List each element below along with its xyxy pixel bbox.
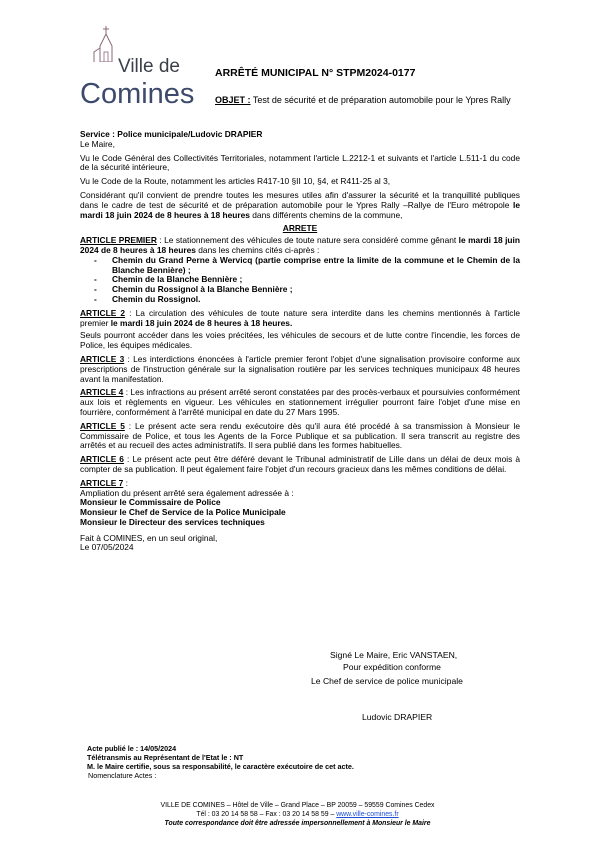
article-3-label: ARTICLE 3: [80, 353, 125, 364]
fait-line: Fait à COMINES, en un seul original,: [80, 532, 218, 543]
article-4: [80, 388, 520, 417]
arrete-heading: ARRETE: [282, 223, 318, 234]
list-item: - Chemin du Grand Perne à Wervicq (partie comprise entre la limite de la commune et le Chemin de la Blanche Bennière) ;: [80, 256, 520, 276]
article-2-label: ARTICLE 2: [80, 307, 126, 318]
signe-line: Signé Le Maire, Eric VANSTAEN,: [330, 650, 458, 660]
decree-body: [80, 130, 520, 553]
list-item: - Chemin de la Blanche Bennière ;: [80, 275, 520, 285]
article-2-text: : La circulation des véhicules de toute nature sera interdite dans les chemins mentionnés à l'article premier: [80, 307, 520, 328]
objet-label: OBJET :: [215, 95, 251, 105]
considerant-text: Considérant qu'il convient de prendre toutes les mesures utiles afin d'assurer la sécurité et la tranquillité publiques dans le cadre de test de sécurité et de préparation automobile pour le Ypres Rally –Rallye de l'Euro métropole: [80, 189, 520, 210]
article-4-label: ARTICLE 4: [80, 387, 124, 398]
ampliation-intro: Ampliation du présent arrêté sera également adressée à :: [80, 487, 294, 498]
footer-notice: Toute correspondance doit être adressée impersonnellement à Monsieur le Maire: [164, 820, 431, 828]
date-line: Le 07/05/2024: [80, 542, 134, 553]
article-5-label: ARTICLE 5: [80, 420, 125, 431]
article-7-text: :: [123, 477, 128, 488]
nomenclature-line: Nomenclature Actes :: [88, 771, 157, 780]
logo-ville-text: Ville de: [118, 56, 180, 77]
list-item: - Chemin du Rossignol à la Blanche Bennière ;: [80, 285, 520, 295]
footer-contact: [60, 810, 535, 819]
article-1-label: ARTICLE PREMIER: [80, 235, 157, 246]
page-footer: [60, 801, 535, 829]
publie-line: Acte publié le : 14/05/2024: [87, 744, 177, 753]
objet-line: [215, 95, 515, 107]
considerant-paragraph: [80, 191, 520, 220]
article-1: [80, 236, 520, 256]
vu-code-collectivites: Vu le Code Général des Collectivités Territoriales, notamment l'article L.2212-1 et suivants et l'article L.511-1 du code de la sécurité intérieure,: [80, 152, 520, 173]
chef-service-line: Le Chef de service de police municipale: [311, 676, 463, 686]
vu-code-route: Vu le Code de la Route, notamment les articles R417-10 §II 10, §4, et R411-25 al 3,: [80, 176, 391, 187]
maire-line: Le Maire,: [80, 138, 115, 149]
article-3-text: : Les interdictions énoncées à l'article premier feront l'objet d'une signalisation provisoire conforme aux prescriptions de l'instruction générale sur la signalisation routière par les services techniques municipaux 48 heures avant la manifestation.: [80, 353, 520, 384]
article-5-text: : Le présent acte sera rendu exécutoire dès qu'il aura été procédé à sa transmission à Monsieur le Commissaire de Police, et tous les Agents de la Force Publique et sa publication. Il sera transcrit au registre des arrêtés et au recueil des actes administratifs. Il sera publié dans les formes habituelles.: [80, 420, 520, 451]
page-title: ARRÊTÉ MUNICIPAL N° STPM2024-0177: [215, 67, 416, 79]
article-6-text: : Le présent acte peut être déféré devant le Tribunal administratif de Lille dans un délai de deux mois à compter de sa publication. Il peut également faire l'objet d'un recours gracieux dans les mêmes conditions de délai.: [80, 454, 520, 474]
certifie-line: M. le Maire certifie, sous sa responsabilité, le caractère exécutoire de cet acte.: [87, 762, 354, 771]
article-4-text: : Les infractions au présent arrêté seront constatées par des procès-verbaux et poursuivies conformément aux lois et règlements en vigueur. Les véhicules en stationnement irrégulier pourront faire l'objet d'une mise en fourrière, conformément à l'arrêté municipal en date du 27 Mars 1995.: [80, 387, 520, 417]
article-1-text: : Le stationnement des véhicules de toute nature sera considéré comme gênant: [156, 235, 459, 246]
article-5: [80, 422, 520, 451]
pour-expedition-line: Pour expédition conforme: [343, 662, 441, 672]
chemins-list: [80, 256, 520, 305]
signatory-name: Ludovic DRAPIER: [362, 712, 433, 722]
website-link[interactable]: www.ville-comines.fr: [336, 811, 399, 819]
considerant-date: le mardi 18 juin 2024 de 8 heures à 18 heures: [80, 199, 520, 220]
article-6-label: ARTICLE 6: [80, 454, 124, 465]
considerant-end: dans différents chemins de la commune,: [249, 209, 403, 220]
publication-metadata: [87, 744, 354, 780]
footer-tel: Tél : 03 20 14 58 58 – Fax : 03 20 14 58 59 –: [196, 811, 337, 819]
footer-address: VILLE DE COMINES – Hôtel de Ville – Grand Place – BP 20059 – 59559 Comines Cedex: [160, 802, 435, 809]
article-2-date: le mardi 18 juin 2024 de 8 heures à 18 heures.: [110, 317, 293, 328]
article-7-label: ARTICLE 7: [80, 477, 124, 488]
article-1-date: le mardi 18 juin 2024 de 8 heures à 18 heures: [80, 235, 520, 255]
article-1-end: dans les chemins cités ci-après :: [195, 244, 320, 255]
service-line: Service : Police municipale/Ludovic DRAPIER: [80, 129, 263, 139]
article-6: [80, 455, 520, 475]
article-2-access: Seuls pourront accéder dans les voies précitées, les véhicules de secours et de lutte contre l'incendie, les forces de Police, les équipes médicales.: [80, 330, 520, 351]
article-2: [80, 309, 520, 329]
city-logo: [80, 22, 195, 112]
objet-text: Test de sécurité et de préparation automobile pour le Ypres Rally: [252, 95, 511, 105]
article-3: [80, 355, 520, 384]
recipient-commissaire: Monsieur le Commissaire de Police: [80, 497, 221, 508]
recipient-chef-service: Monsieur le Chef de Service de la Police Municipale: [80, 507, 286, 518]
teletransmis-line: Télétransmis au Représentant de l'Etat le : NT: [87, 753, 244, 762]
list-item: - Chemin du Rossignol.: [80, 295, 520, 305]
recipient-directeur: Monsieur le Directeur des services techniques: [80, 516, 265, 527]
logo-comines-text: Comines: [80, 78, 195, 110]
